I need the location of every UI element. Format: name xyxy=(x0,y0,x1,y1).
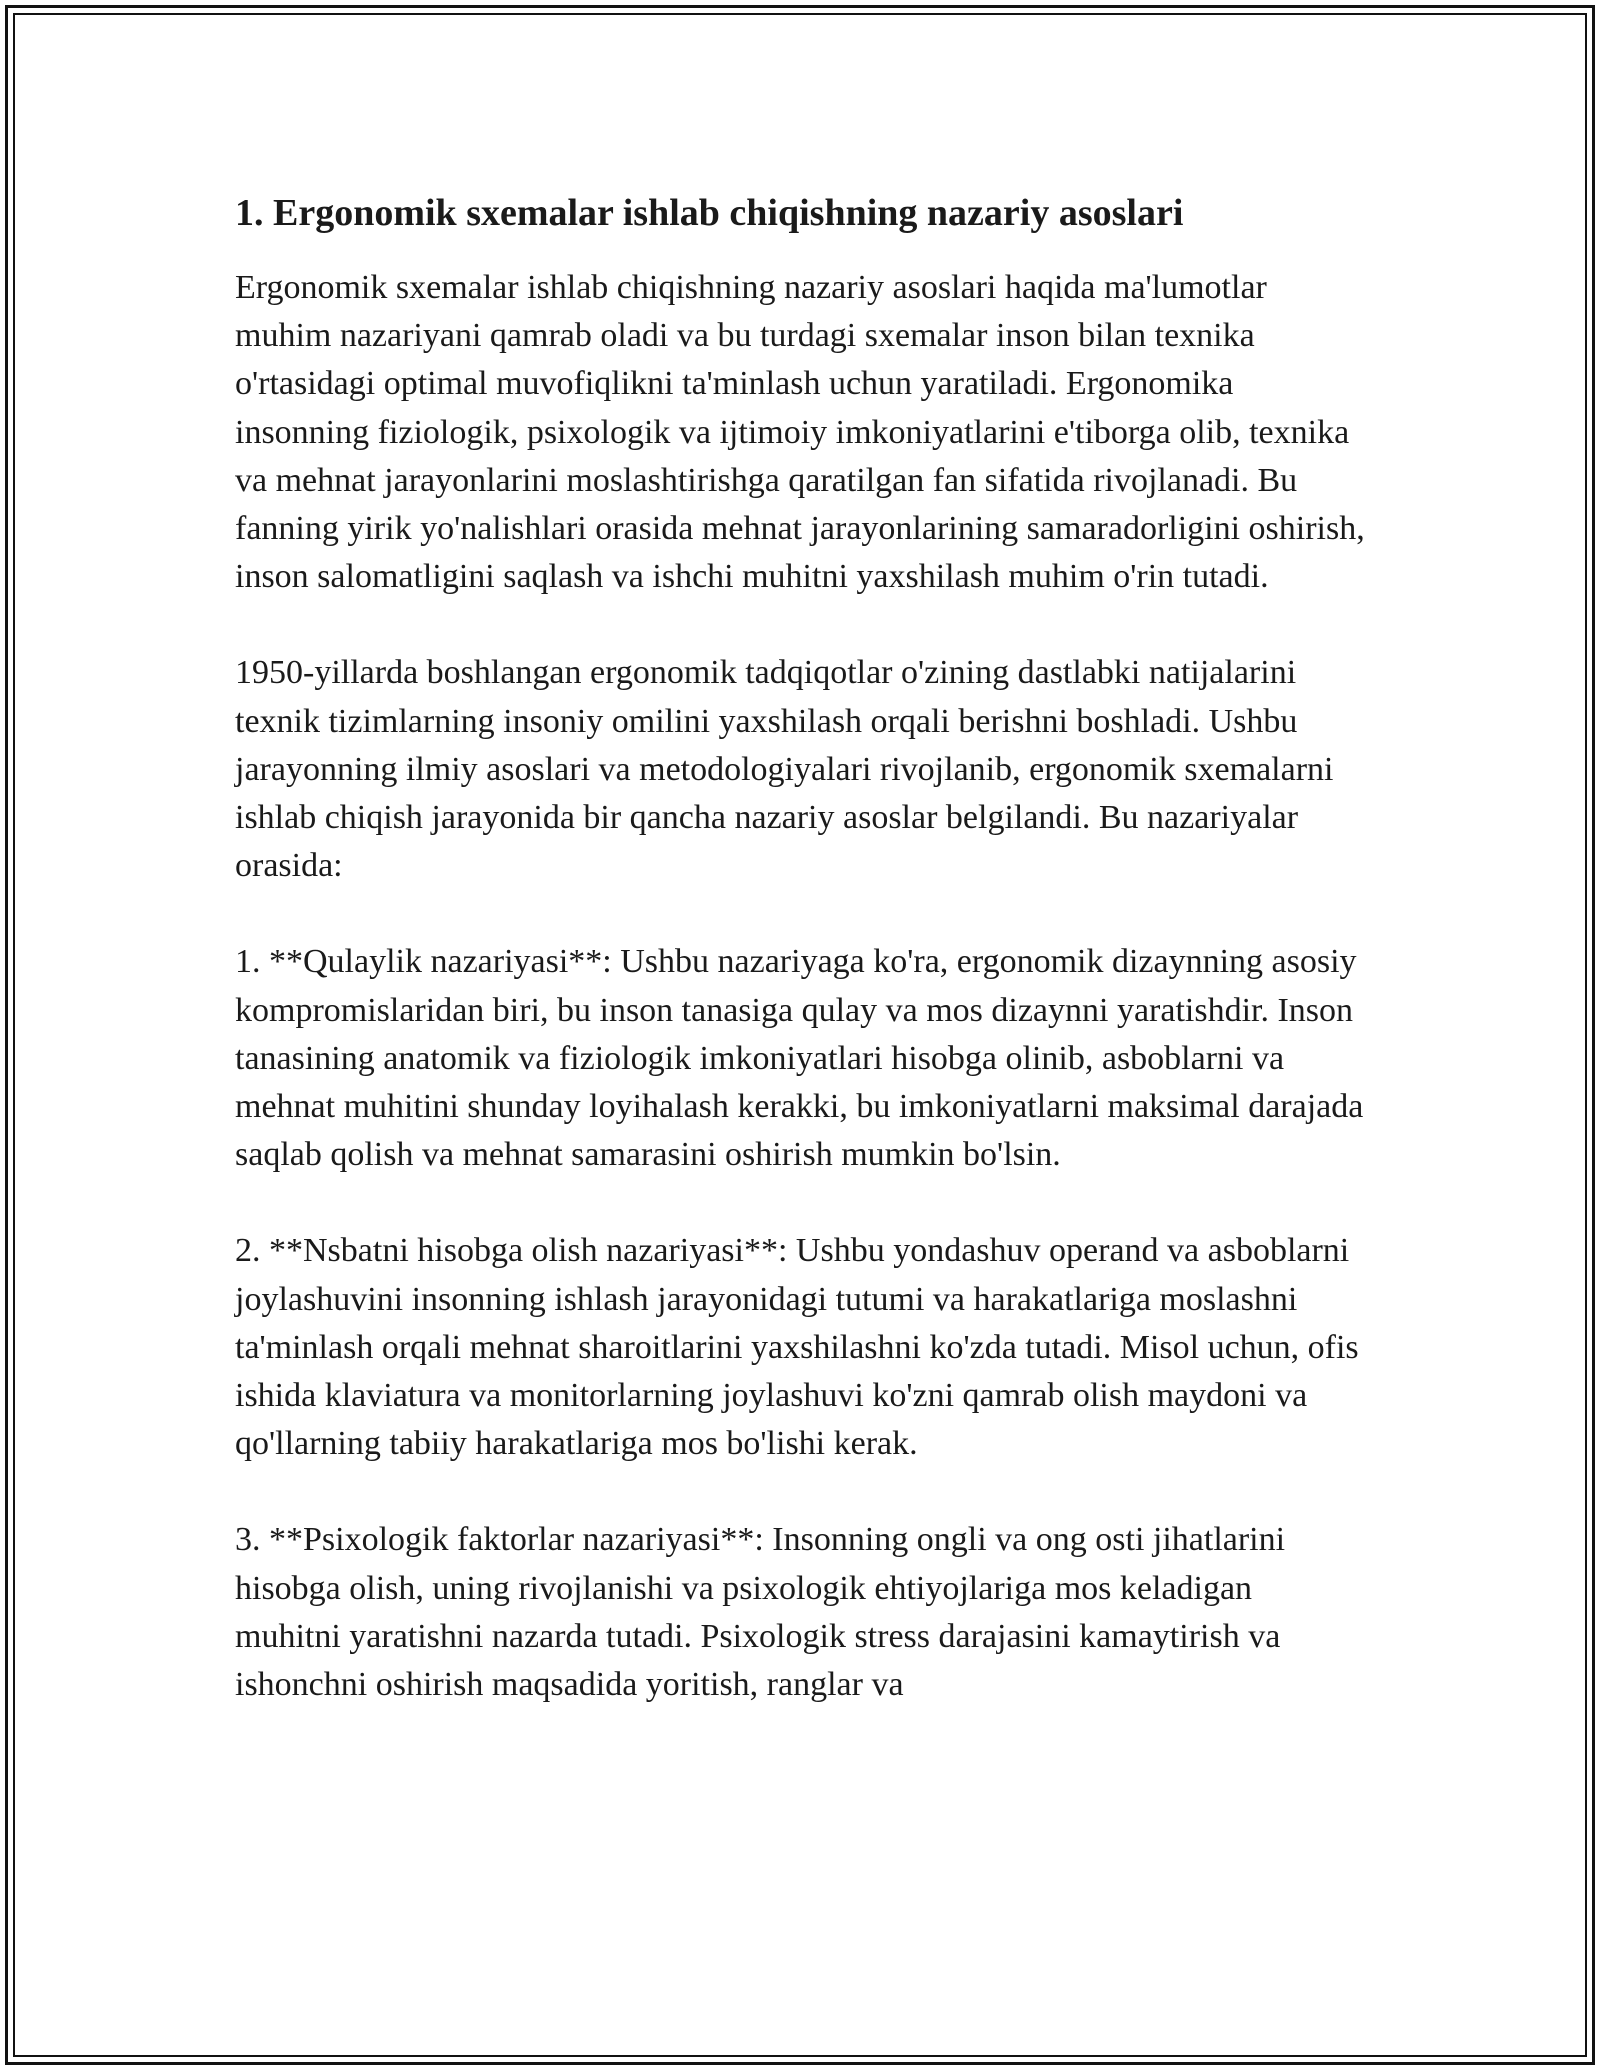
section-heading: 1. Ergonomik sxemalar ishlab chiqishning nazariy asoslari xyxy=(235,192,1184,234)
paragraph-proportion-theory: 2. **Nsbatni hisobga olish nazariyasi**: Ushbu yondashuv operand va asboblarni joylashuvini insonning ishlash jarayonidagi tutumi va harakatlariga moslashni ta'minlash orqali mehnat sharoitlarini yaxshilashni ko'zda tutadi. Misol uchun, ofis ishida klaviatura va monitorlarning joylashuvi ko'zni qamrab olish maydoni va qo'llarning tabiiy harakatlariga mos bo'lishi kerak. xyxy=(235,1232,1359,1463)
paragraph-comfort-theory: 1. **Qulaylik nazariyasi**: Ushbu nazariyaga ko'ra, ergonomik dizaynning asosiy kompromislaridan biri, bu inson tanasiga qulay va mos dizaynni yaratishdir. Inson tanasining anatomik va fiziologik imkoniyatlari hisobga olinib, asboblarni va mehnat muhitini shunday loyihalash kerakki, bu imkoniyatlarni maksimal darajada saqlab qolish va mehnat samarasini oshirish mumkin bo'lsin. xyxy=(235,943,1364,1174)
paragraph-intro: Ergonomik sxemalar ishlab chiqishning nazariy asoslari haqida ma'lumotlar muhim nazariyani qamrab oladi va bu turdagi sxemalar inson bilan texnika o'rtasidagi optimal muvofiqlikni ta'minlash uchun yaratiladi. Ergonomika insonning fiziologik, psixologik va ijtimoiy imkoniyatlarini e'tiborga olib, texnika va mehnat jarayonlarini moslashtirishga qaratilgan fan sifatida rivojlanadi. Bu fanning yirik yo'nalishlari orasida mehnat jarayonlarining samaradorligini oshirish, inson salomatligini saqlash va ishchi muhitni yaxshilash muhim o'rin tutadi. xyxy=(235,269,1365,596)
paragraph-psychology-theory: 3. **Psixologik faktorlar nazariyasi**: Insonning ongli va ong osti jihatlarini hisobga olish, uning rivojlanishi va psixologik ehtiyojlariga mos keladigan muhitni yaratishni nazarda tutadi. Psixologik stress darajasini kamaytirish va ishonchni oshirish maqsadida yoritish, ranglar va xyxy=(235,1521,1286,1704)
document-body xyxy=(235,188,1365,1757)
paragraph-history: 1950-yillarda boshlangan ergonomik tadqiqotlar o'zining dastlabki natijalarini texnik tizimlarning insoniy omilini yaxshilash orqali berishni boshladi. Ushbu jarayonning ilmiy asoslari va metodologiyalari rivojlanib, ergonomik sxemalarni ishlab chiqish jarayonida bir qancha nazariy asoslar belgilandi. Bu nazariyalar orasida: xyxy=(235,654,1334,885)
